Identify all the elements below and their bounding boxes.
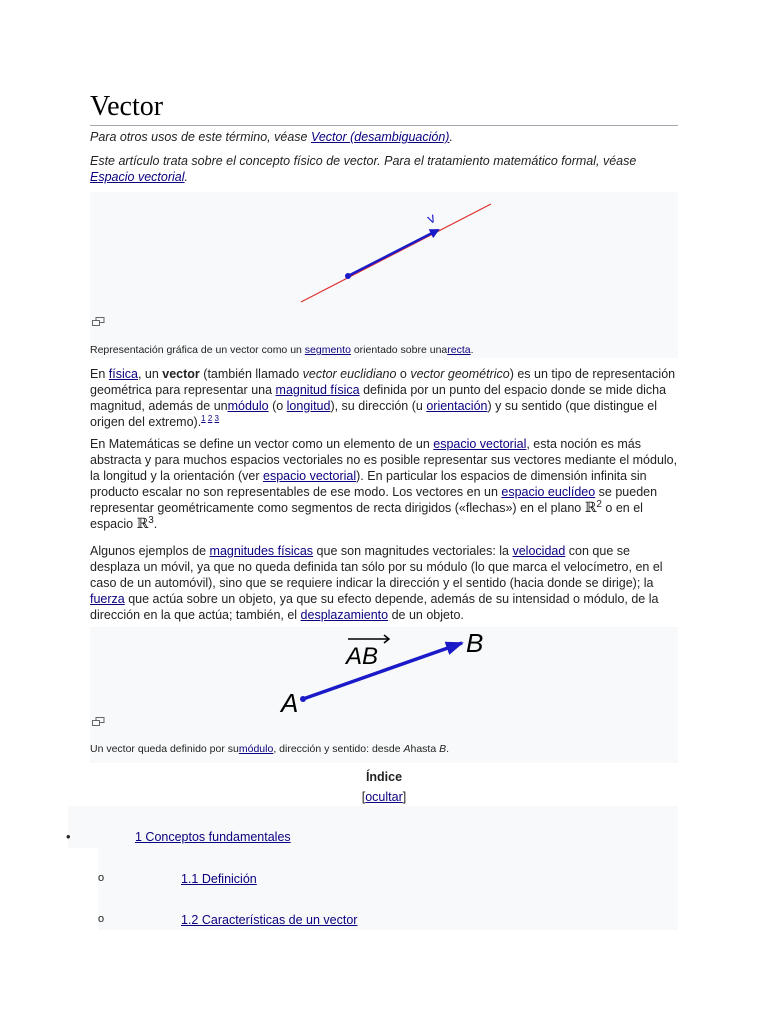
toc-toggle: [ocultar] [361, 790, 407, 804]
enlarge-icon[interactable] [92, 317, 105, 326]
link-desplazamiento[interactable]: desplazamiento [300, 608, 389, 622]
vector-origin-point [345, 273, 351, 279]
point-a [300, 696, 306, 702]
link-segmento[interactable]: segmento [304, 344, 351, 356]
ref-3[interactable]: 3 [214, 413, 219, 423]
figure-vector-line [90, 192, 678, 358]
vector-arrow [348, 230, 438, 276]
toc-item-definicion[interactable]: 1.1 Definición [181, 872, 257, 886]
link-fisica[interactable]: física [108, 367, 138, 381]
page-title: Vector [90, 90, 678, 126]
label-a: A [281, 688, 299, 718]
link-espacio-euclideo[interactable]: espacio euclídeo [501, 485, 596, 499]
figure1-caption: Representación gráfica de un vector como un segmento orientado sobre unarecta. [90, 344, 474, 356]
link-espacio-vectorial-1[interactable]: espacio vectorial [433, 437, 527, 451]
ref-1[interactable]: 1 [201, 413, 206, 423]
toc-list [68, 806, 678, 930]
link-orientacion[interactable]: orientación [426, 399, 488, 413]
red-line [301, 204, 491, 302]
label-b: B [466, 628, 484, 658]
paragraph-intro: En física, un vector (también llamado vector euclidiano o vector geométrico) es un tipo de representación geométrica para representar una magnitud física definida por un punto del espacio donde se mide dicha magnitud, además de unmódulo (o longitud), su dirección (u orientación) y su sentido (que distingue el origen del extremo).$^{1 2 3}$ [90, 367, 676, 429]
toc-bullet-2: o [98, 872, 105, 884]
link-magnitud-fisica[interactable]: magnitud física [275, 383, 360, 397]
toc-bullet-3: o [98, 913, 105, 925]
vector-ab-arrow [303, 643, 462, 699]
link-recta[interactable]: recta [447, 344, 471, 356]
toc-item-caracteristicas[interactable]: 1.2 Características de un vector [181, 913, 358, 927]
toc-indent-gap [68, 848, 98, 930]
vector-label-v: v [424, 209, 438, 227]
link-vector-desambiguacion[interactable]: Vector (desambiguación) [310, 130, 450, 144]
math-r3: ℝ [136, 516, 149, 532]
toc-bullet-1: • [66, 829, 71, 844]
vector-on-line-diagram [90, 192, 678, 358]
figure2-caption: Un vector queda definido por sumódulo, dirección y sentido: desde Ahasta B. [90, 743, 450, 755]
ref-2[interactable]: 2 [207, 413, 213, 423]
figure-vector-ab [90, 627, 678, 763]
enlarge-icon-2[interactable] [92, 717, 105, 726]
paragraph-mathematics: En Matemáticas se define un vector como un elemento de un espacio vectorial, esta noción es más abstracta y para muchos espacios vectoriales no es posible representar sus vectores mediante el módulo, la longitud y la orientación (ver espacio vectorial). En particular los espacios de dimensión infinita sin producto escalar no son representables de ese modo. Los vectores en un espacio euclídeo se pueden representar geométricamente como segmentos de recta dirigidos («flechas») en el plano ℝ$^2$ o en el espacio ℝ$^3$. [90, 437, 678, 532]
link-espacio-vectorial-hatnote[interactable]: Espacio vectorial [90, 170, 185, 184]
hatnote-main-article: Este artículo trata sobre el concepto físico de vector. Para el tratamiento matemático formal, véase Espacio vectorial. [90, 154, 637, 184]
link-fuerza[interactable]: fuerza [90, 592, 125, 606]
label-ab: AB [346, 643, 379, 670]
toc-hide-link[interactable]: ocultar [365, 790, 403, 804]
link-espacio-vectorial-2[interactable]: espacio vectorial [263, 469, 357, 483]
toc-title: Índice [365, 770, 403, 784]
toc-item-conceptos-fundamentales[interactable]: 1 Conceptos fundamentales [135, 830, 291, 844]
paragraph-examples: Algunos ejemplos de magnitudes físicas que son magnitudes vectoriales: la velocidad con que se desplaza un móvil, ya que no queda definida tan sólo por su módulo (lo que marca el velocímetro, en el caso de un automóvil), sino que se requiere indicar la dirección y el sentido (hacia donde se dirige); la fuerza que actúa sobre un objeto, ya que su efecto depende, además de su intensidad o módulo, de la dirección en la que actúa; también, el desplazamiento de un objeto. [90, 544, 663, 622]
hatnote-disambiguation: Para otros usos de este término, véase Vector (desambiguación). [90, 130, 453, 144]
link-longitud[interactable]: longitud [286, 399, 331, 413]
link-modulo[interactable]: módulo [227, 399, 269, 413]
math-r2: ℝ [584, 500, 597, 516]
link-velocidad[interactable]: velocidad [512, 544, 566, 558]
link-modulo-caption[interactable]: módulo [238, 743, 274, 755]
link-magnitudes-fisicas[interactable]: magnitudes físicas [209, 544, 314, 558]
